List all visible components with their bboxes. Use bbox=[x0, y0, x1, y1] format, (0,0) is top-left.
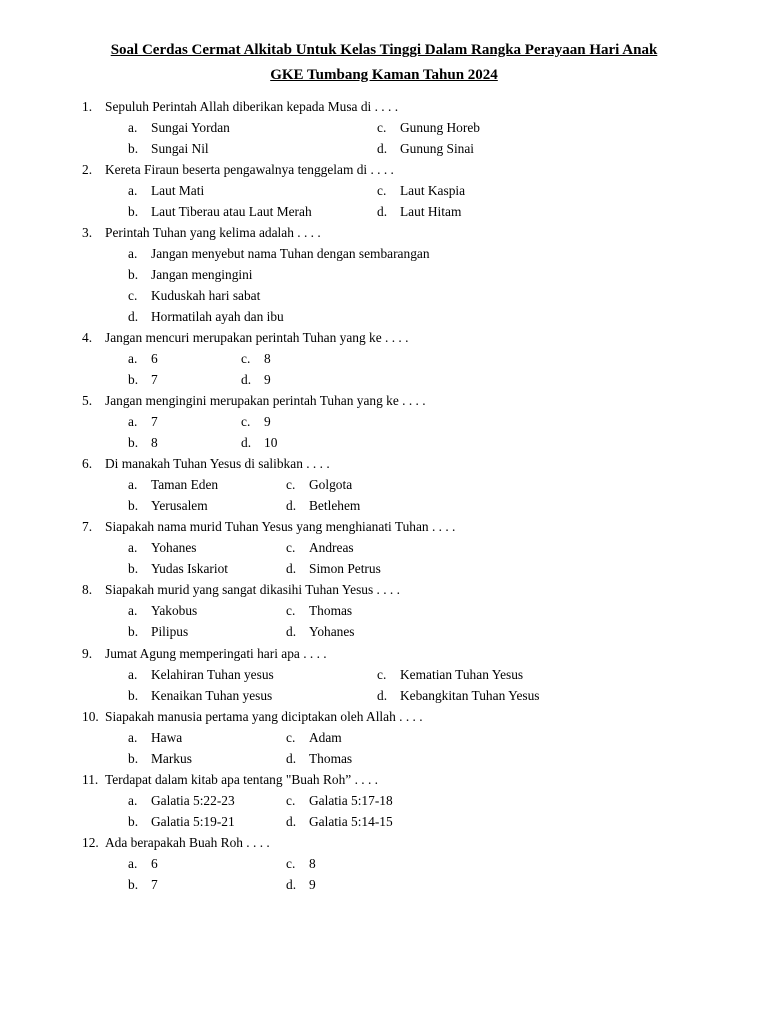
option-text: 7 bbox=[151, 414, 158, 429]
question-text: Sepuluh Perintah Allah diberikan kepada Musa di . . . . bbox=[105, 99, 399, 114]
option-letter: d. bbox=[241, 435, 252, 450]
question-number: 1. bbox=[82, 99, 93, 114]
option-letter: d. bbox=[128, 309, 139, 324]
question-text: Siapakah nama murid Tuhan Yesus yang menghianati Tuhan . . . . bbox=[105, 519, 456, 534]
question-text: Jangan mengingini merupakan perintah Tuhan yang ke . . . . bbox=[105, 393, 426, 408]
question-text: Kereta Firaun beserta pengawalnya tenggelam di . . . . bbox=[105, 162, 394, 177]
option-letter: a. bbox=[128, 856, 138, 871]
option-letter: a. bbox=[128, 667, 138, 682]
option-letter: c. bbox=[241, 351, 251, 366]
option-letter: d. bbox=[286, 498, 297, 513]
option-text: 7 bbox=[151, 877, 158, 892]
option-letter: d. bbox=[377, 141, 388, 156]
option-letter: d. bbox=[286, 751, 297, 766]
question-number: 2. bbox=[82, 162, 93, 177]
question-number: 4. bbox=[82, 330, 93, 345]
option-text: Jangan mengingini bbox=[151, 267, 253, 282]
option-letter: d. bbox=[286, 561, 297, 576]
option-text: Laut Tiberau atau Laut Merah bbox=[151, 204, 312, 219]
option-text: 10 bbox=[264, 435, 278, 450]
option-text: Betlehem bbox=[309, 498, 361, 513]
option-text: Pilipus bbox=[151, 624, 189, 639]
option-letter: a. bbox=[128, 793, 138, 808]
option-letter: d. bbox=[286, 624, 297, 639]
option-letter: c. bbox=[241, 414, 251, 429]
option-text: Laut Hitam bbox=[400, 204, 462, 219]
option-letter: d. bbox=[241, 372, 252, 387]
option-letter: b. bbox=[128, 751, 139, 766]
question-number: 11. bbox=[82, 772, 99, 787]
option-text: Hawa bbox=[151, 730, 183, 745]
option-letter: a. bbox=[128, 183, 138, 198]
option-text: Kenaikan Tuhan yesus bbox=[151, 688, 273, 703]
option-text: Gunung Sinai bbox=[400, 141, 475, 156]
option-text: Kuduskah hari sabat bbox=[151, 288, 261, 303]
option-text: 7 bbox=[151, 372, 158, 387]
option-letter: c. bbox=[286, 730, 296, 745]
question-number: 10. bbox=[82, 709, 99, 724]
question-text: Jumat Agung memperingati hari apa . . . . bbox=[105, 646, 327, 661]
option-text: Galatia 5:19-21 bbox=[151, 814, 235, 829]
option-text: Kelahiran Tuhan yesus bbox=[151, 667, 274, 682]
option-text: Yohanes bbox=[309, 624, 355, 639]
option-letter: a. bbox=[128, 351, 138, 366]
option-letter: b. bbox=[128, 435, 139, 450]
option-letter: b. bbox=[128, 624, 139, 639]
option-letter: b. bbox=[128, 372, 139, 387]
option-text: Sungai Yordan bbox=[151, 120, 230, 135]
option-letter: c. bbox=[377, 667, 387, 682]
option-letter: b. bbox=[128, 877, 139, 892]
option-letter: c. bbox=[128, 288, 138, 303]
option-text: Laut Kaspia bbox=[400, 183, 466, 198]
question-number: 7. bbox=[82, 519, 93, 534]
option-text: Kematian Tuhan Yesus bbox=[400, 667, 524, 682]
option-text: 9 bbox=[309, 877, 316, 892]
option-text: Galatia 5:17-18 bbox=[309, 793, 393, 808]
option-text: 9 bbox=[264, 414, 271, 429]
document-title: Soal Cerdas Cermat Alkitab Untuk Kelas Tinggi Dalam Rangka Perayaan Hari Anak bbox=[110, 42, 658, 58]
option-text: Simon Petrus bbox=[309, 561, 381, 576]
option-letter: b. bbox=[128, 498, 139, 513]
option-text: Golgota bbox=[309, 477, 353, 492]
option-text: 8 bbox=[309, 856, 316, 871]
option-text: Yerusalem bbox=[151, 498, 208, 513]
option-letter: a. bbox=[128, 730, 138, 745]
option-letter: d. bbox=[286, 814, 297, 829]
option-letter: b. bbox=[128, 204, 139, 219]
question-number: 6. bbox=[82, 456, 93, 471]
option-text: 6 bbox=[151, 856, 158, 871]
question-text: Perintah Tuhan yang kelima adalah . . . . bbox=[105, 225, 321, 240]
option-text: Adam bbox=[309, 730, 342, 745]
option-letter: a. bbox=[128, 603, 138, 618]
option-text: 8 bbox=[151, 435, 158, 450]
option-text: Yohanes bbox=[151, 540, 197, 555]
question-text: Di manakah Tuhan Yesus di salibkan . . . . bbox=[105, 456, 330, 471]
option-text: 6 bbox=[151, 351, 158, 366]
option-letter: c. bbox=[377, 183, 387, 198]
option-text: Yakobus bbox=[151, 603, 198, 618]
option-letter: c. bbox=[286, 477, 296, 492]
document-subtitle: GKE Tumbang Kaman Tahun 2024 bbox=[270, 67, 498, 83]
option-letter: c. bbox=[286, 603, 296, 618]
question-text: Siapakah manusia pertama yang diciptakan oleh Allah . . . . bbox=[105, 709, 423, 724]
option-letter: d. bbox=[286, 877, 297, 892]
option-text: 8 bbox=[264, 351, 271, 366]
question-number: 5. bbox=[82, 393, 93, 408]
option-letter: a. bbox=[128, 477, 138, 492]
question-text: Ada berapakah Buah Roh . . . . bbox=[105, 835, 270, 850]
option-text: Taman Eden bbox=[151, 477, 219, 492]
option-text: Laut Mati bbox=[151, 183, 205, 198]
question-text: Siapakah murid yang sangat dikasihi Tuhan Yesus . . . . bbox=[105, 582, 400, 597]
question-number: 8. bbox=[82, 582, 93, 597]
option-letter: a. bbox=[128, 246, 138, 261]
question-number: 3. bbox=[82, 225, 93, 240]
option-text: Thomas bbox=[309, 751, 353, 766]
option-letter: a. bbox=[128, 540, 138, 555]
option-text: Thomas bbox=[309, 603, 353, 618]
question-text: Jangan mencuri merupakan perintah Tuhan yang ke . . . . bbox=[105, 330, 409, 345]
option-letter: c. bbox=[286, 540, 296, 555]
option-letter: c. bbox=[286, 793, 296, 808]
option-letter: b. bbox=[128, 561, 139, 576]
question-text: Terdapat dalam kitab apa tentang "Buah Roh” . . . . bbox=[105, 772, 378, 787]
option-text: Hormatilah ayah dan ibu bbox=[151, 309, 284, 324]
option-letter: a. bbox=[128, 120, 138, 135]
option-letter: b. bbox=[128, 688, 139, 703]
question-number: 9. bbox=[82, 646, 93, 661]
option-text: Galatia 5:22-23 bbox=[151, 793, 235, 808]
option-letter: c. bbox=[377, 120, 387, 135]
option-letter: d. bbox=[377, 204, 388, 219]
option-letter: a. bbox=[128, 414, 138, 429]
option-letter: c. bbox=[286, 856, 296, 871]
option-letter: b. bbox=[128, 141, 139, 156]
option-letter: b. bbox=[128, 267, 139, 282]
option-letter: b. bbox=[128, 814, 139, 829]
option-text: Gunung Horeb bbox=[400, 120, 480, 135]
option-text: Kebangkitan Tuhan Yesus bbox=[400, 688, 540, 703]
option-text: Andreas bbox=[309, 540, 354, 555]
option-letter: d. bbox=[377, 688, 388, 703]
option-text: 9 bbox=[264, 372, 271, 387]
question-number: 12. bbox=[82, 835, 99, 850]
option-text: Galatia 5:14-15 bbox=[309, 814, 393, 829]
option-text: Yudas Iskariot bbox=[151, 561, 228, 576]
option-text: Sungai Nil bbox=[151, 141, 209, 156]
option-text: Jangan menyebut nama Tuhan dengan sembarangan bbox=[151, 246, 430, 261]
option-text: Markus bbox=[151, 751, 192, 766]
